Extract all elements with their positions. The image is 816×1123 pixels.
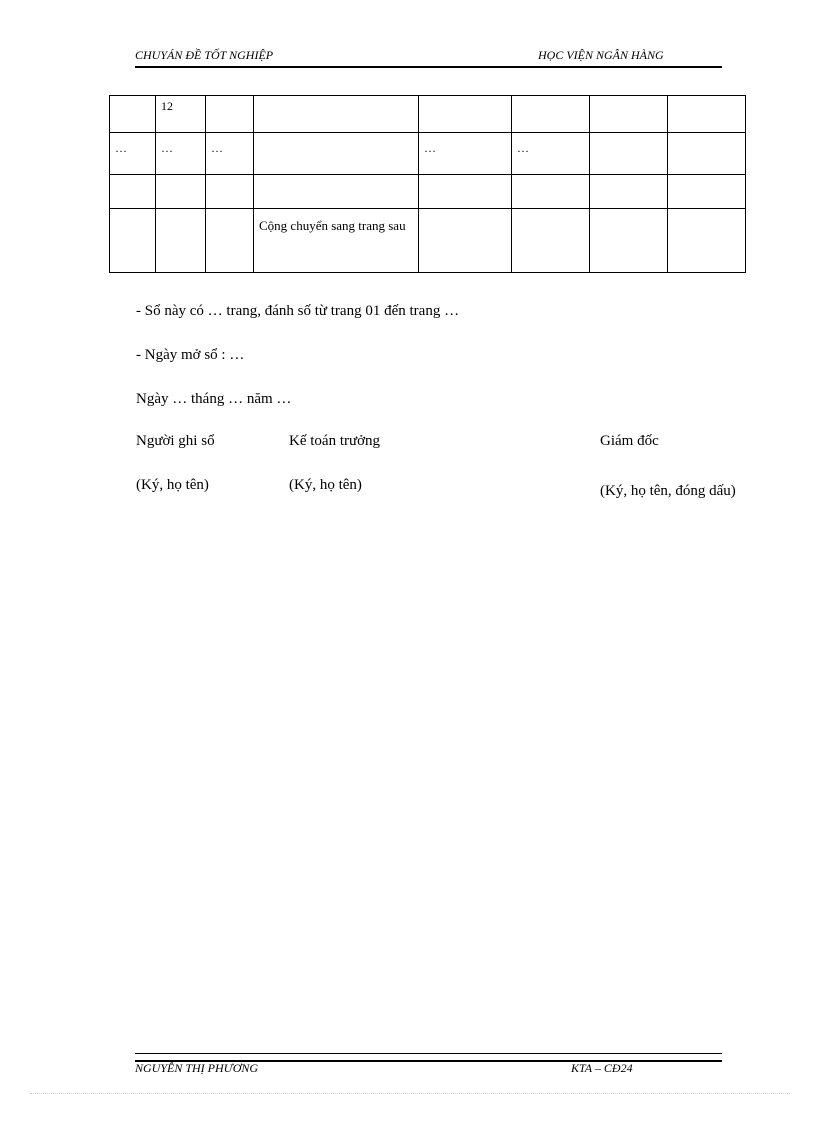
table-cell [254, 133, 419, 175]
table-cell [156, 175, 206, 209]
accountant-title: Kế toán trưởng [289, 433, 381, 449]
table-cell [206, 96, 254, 133]
table-cell [110, 96, 156, 133]
page-header [135, 48, 722, 68]
table-cell [590, 133, 668, 175]
ledger-table [109, 95, 746, 273]
recorder-title: Người ghi sổ [136, 433, 215, 449]
opening-date-line: - Ngày mở sổ : … [136, 347, 245, 363]
table-cell: … [206, 133, 254, 175]
table-cell [590, 209, 668, 273]
table-cell [668, 175, 746, 209]
table-cell [419, 209, 512, 273]
date-line: Ngày … tháng … năm … [136, 391, 292, 407]
table-row [110, 96, 746, 133]
table-cell [110, 175, 156, 209]
footer-author: NGUYỄN THỊ PHƯƠNG [135, 1061, 259, 1075]
page-bottom-edge [30, 1093, 790, 1094]
header-right-text: HỌC VIỆN NGÂN HÀNG [538, 48, 664, 62]
footer-class-code: KTA – CĐ24 [571, 1061, 633, 1075]
table-cell [110, 209, 156, 273]
recorder-signature-note: (Ký, họ tên) [136, 477, 209, 493]
director-title: Giám đốc [600, 433, 659, 449]
table-row [110, 133, 746, 175]
table-row [110, 175, 746, 209]
director-signature-note: (Ký, họ tên, đóng dấu) [600, 483, 736, 499]
accountant-signature-note: (Ký, họ tên) [289, 477, 362, 493]
table-cell: 12 [156, 96, 206, 133]
page-count-line: - Sổ này có … trang, đánh số từ trang 01 đến trang … [136, 303, 460, 319]
table-cell [668, 133, 746, 175]
table-cell [419, 175, 512, 209]
table-cell: … [512, 133, 590, 175]
table-cell: … [156, 133, 206, 175]
header-left-text: CHUYÁN ĐỀ TỐT NGHIỆP [135, 48, 274, 62]
table-cell [206, 175, 254, 209]
table-cell [668, 96, 746, 133]
table-cell [156, 209, 206, 273]
table-cell [254, 175, 419, 209]
table-cell [512, 209, 590, 273]
table-cell [590, 96, 668, 133]
table-row [110, 209, 746, 273]
table-cell [512, 96, 590, 133]
table-cell [254, 96, 419, 133]
table-cell [206, 209, 254, 273]
table-cell [512, 175, 590, 209]
table-cell [668, 209, 746, 273]
table-cell: … [110, 133, 156, 175]
table-cell [590, 175, 668, 209]
table-cell [419, 96, 512, 133]
table-cell: … [419, 133, 512, 175]
carry-forward-label: Cộng chuyển sang trang sau [254, 209, 419, 273]
